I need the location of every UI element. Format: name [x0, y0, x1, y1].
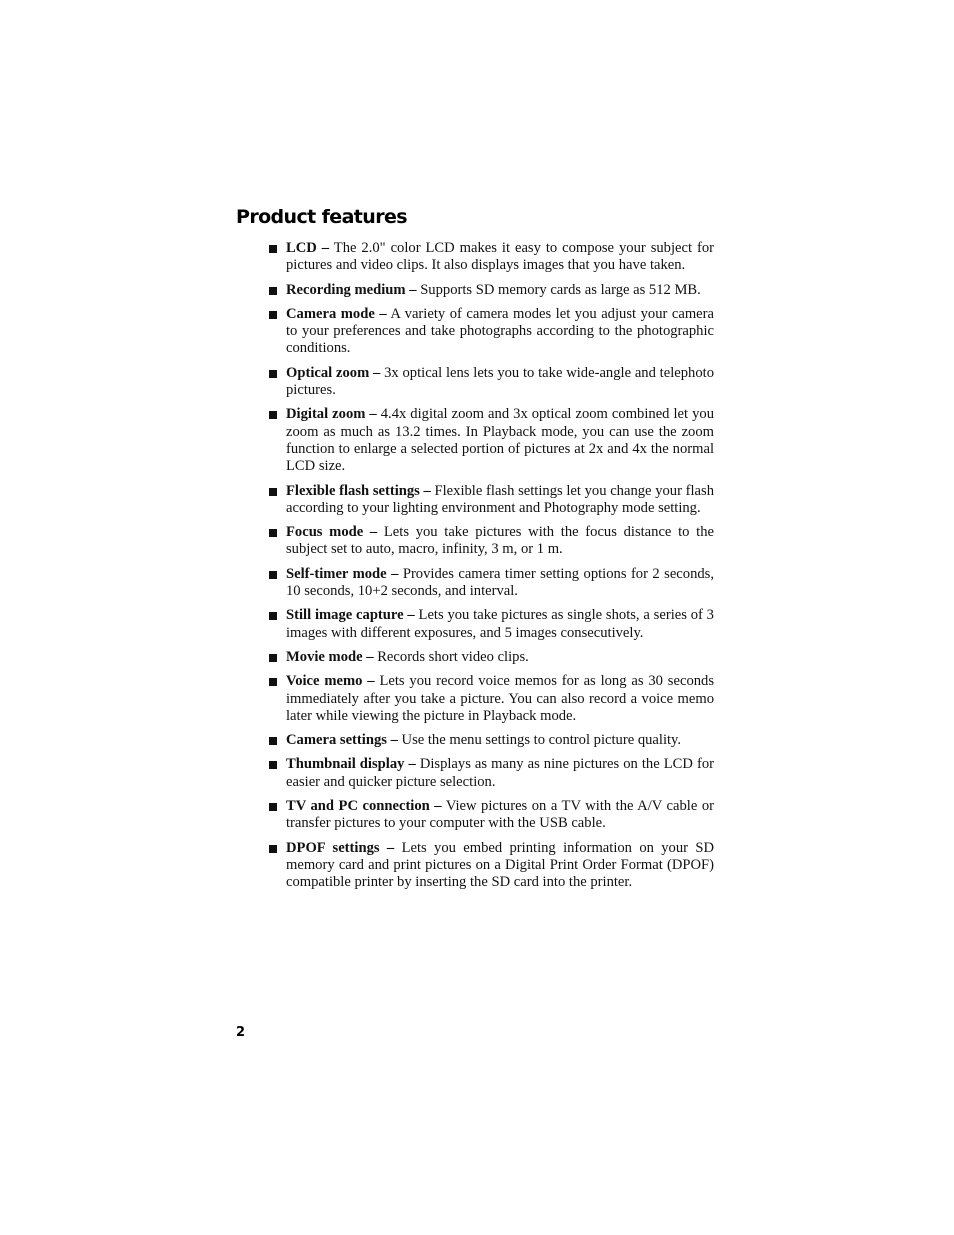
list-item: [268, 524, 714, 559]
feature-term: Flexible flash settings –: [286, 482, 431, 499]
feature-term: DPOF settings –: [286, 839, 395, 856]
list-item: [268, 566, 714, 601]
feature-term: Camera mode –: [286, 305, 387, 322]
page-number: 2: [236, 1025, 246, 1040]
feature-term: Digital zoom –: [286, 406, 377, 423]
list-item: [268, 607, 714, 642]
square-bullet-icon: [269, 678, 277, 686]
list-item: [268, 306, 714, 358]
list-item: [268, 282, 714, 299]
square-bullet-icon: [269, 737, 277, 745]
feature-term: Focus mode –: [286, 524, 378, 541]
feature-description: 4.4x digital zoom and 3x optical zoom combined let you zoom as much as 13.2 times. In Playback mode, you can use the zoom function to enlarge a selected portion of pictures at 2x and 4x the normal LCD size.: [286, 406, 714, 475]
feature-description: Provides camera timer setting options for 2 seconds, 10 seconds, 10+2 seconds, and interval.: [286, 565, 714, 600]
feature-term: Recording medium –: [286, 281, 417, 298]
square-bullet-icon: [269, 370, 277, 378]
feature-description: The 2.0" color LCD makes it easy to compose your subject for pictures and video clips. It also displays images that you have taken.: [286, 240, 715, 274]
list-item: [268, 840, 714, 892]
list-item: [268, 756, 714, 791]
feature-description: Supports SD memory cards as large as 512 MB.: [420, 281, 701, 298]
list-item: [268, 483, 714, 518]
square-bullet-icon: [269, 612, 277, 620]
feature-description: View pictures on a TV with the A/V cable or transfer pictures to your computer with the USB cable.: [286, 798, 714, 832]
square-bullet-icon: [269, 845, 277, 853]
square-bullet-icon: [269, 654, 277, 662]
square-bullet-icon: [269, 411, 277, 419]
list-item: [268, 649, 714, 666]
feature-description: Lets you embed printing information on your SD memory card and print pictures on a Digital Print Order Format (DPOF) compatible printer by inserting the SD card into the printer.: [286, 839, 715, 891]
feature-description: 3x optical lens lets you to take wide-angle and telephoto pictures.: [286, 364, 714, 399]
feature-list: [268, 240, 714, 899]
square-bullet-icon: [269, 287, 277, 295]
list-item: [268, 732, 714, 749]
feature-term: Voice memo –: [286, 673, 375, 690]
square-bullet-icon: [269, 761, 277, 769]
square-bullet-icon: [269, 488, 277, 496]
feature-description: A variety of camera modes let you adjust your camera to your preferences and take photographs according to the photographic conditions.: [286, 305, 714, 357]
feature-description: Use the menu settings to control picture quality.: [401, 732, 682, 749]
feature-term: LCD –: [286, 240, 330, 256]
feature-description: Lets you take pictures with the focus distance to the subject set to auto, macro, infinity, 3 m, or 1 m.: [286, 524, 714, 558]
page-title: Product features: [236, 206, 407, 228]
feature-description: Displays as many as nine pictures on the LCD for easier and quicker picture selection.: [286, 756, 714, 790]
square-bullet-icon: [269, 245, 277, 253]
list-item: [268, 365, 714, 400]
feature-description: Lets you record voice memos for as long as 30 seconds immediately after you take a picture. You can also record a voice memo later while viewing the picture in Playback mode.: [286, 673, 715, 724]
feature-description: Records short video clips.: [377, 648, 529, 665]
feature-description: Lets you take pictures as single shots, a series of 3 images with different exposures, and 5 images consecutively.: [286, 607, 714, 641]
feature-term: Thumbnail display –: [286, 756, 416, 773]
square-bullet-icon: [269, 311, 277, 319]
feature-term: Still image capture –: [286, 607, 415, 624]
feature-description: Flexible flash settings let you change your flash according to your lighting environment and Photography mode setting.: [286, 482, 714, 516]
square-bullet-icon: [269, 571, 277, 579]
feature-term: TV and PC connection –: [286, 798, 442, 815]
feature-term: Optical zoom –: [286, 364, 381, 381]
list-item: [268, 406, 714, 475]
list-item: [268, 798, 714, 833]
feature-term: Self-timer mode –: [286, 565, 399, 582]
list-item: [268, 240, 714, 275]
square-bullet-icon: [269, 803, 277, 811]
list-item: [268, 673, 714, 725]
square-bullet-icon: [269, 529, 277, 537]
feature-term: Movie mode –: [286, 648, 374, 665]
feature-term: Camera settings –: [286, 732, 398, 749]
